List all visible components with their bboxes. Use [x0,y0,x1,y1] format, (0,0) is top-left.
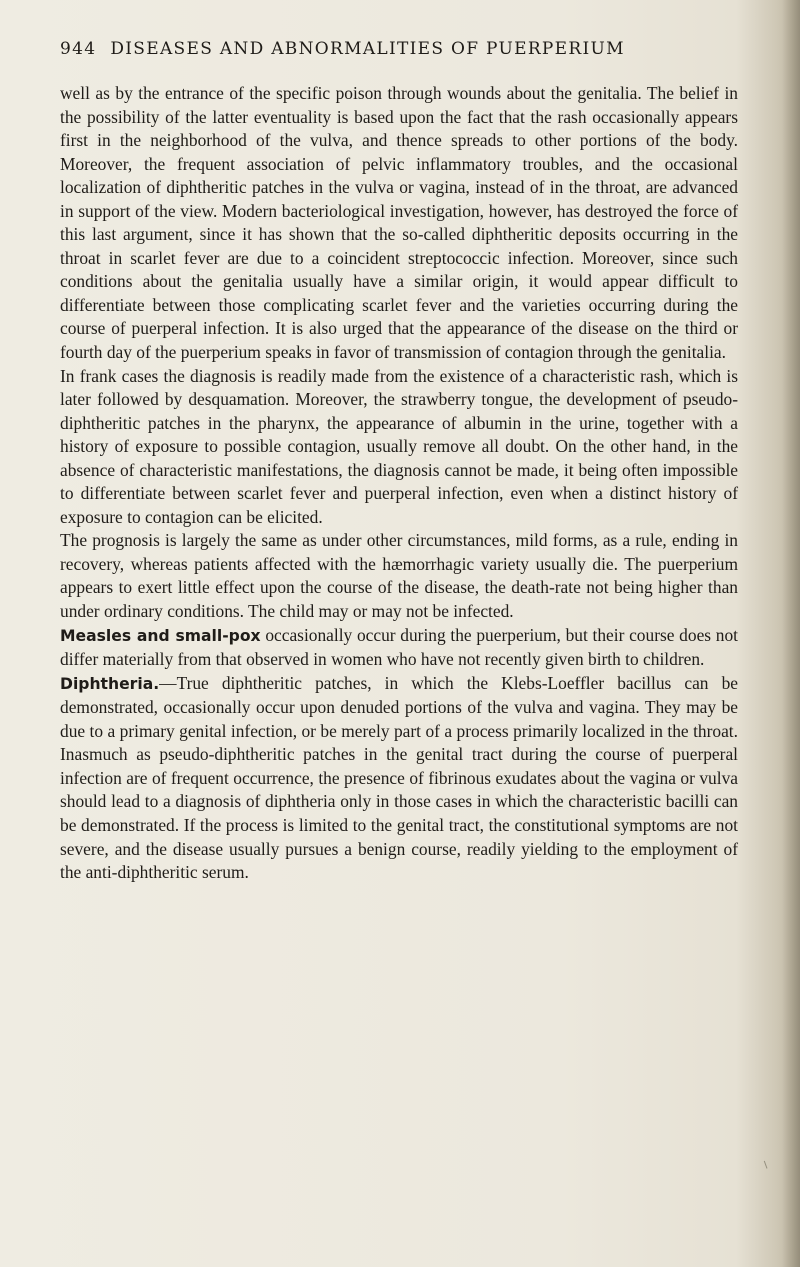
paragraph-measles-smallpox [60,624,738,672]
run-in-heading-measles: Measles and small-pox [60,626,261,645]
page-number: 944 [60,39,97,59]
paragraph-scarlet-fever-diagnosis: In frank cases the diagnosis is readily made from the existence of a characteristic rash, which is later followed by desquamation. Moreover, the strawberry tongue, the development of pseudo-diphtheritic patches in the pharynx, the appearance of albumin in the urine, together with a history of exposure to possible contagion, usually remove all doubt. On the other hand, in the absence of characteristic manifestations, the diagnosis cannot be made, it being often impossible to differentiate between scarlet fever and puerperal infection, even when a distinct history of exposure to contagion can be elicited. [60,365,738,527]
paragraph-scarlet-fever-transmission: well as by the entrance of the specific poison through wounds about the genitalia. The belief in the possibility of the latter eventuality is based upon the fact that the rash occasionally appears first in the neighborhood of the vulva, and thence spreads to other portions of the body. Moreover, the frequent association of pelvic inflammatory troubles, and the occasional localization of diphtheritic patches in the vulva or vagina, instead of in the throat, are advanced in support of the view. Modern bacteriological investigation, however, has destroyed the force of this last argument, since it has shown that the so-called diphtheritic deposits occurring in the throat in scarlet fever are due to a coincident streptococcic infection. Moreover, since such conditions about the genitalia usually have a similar origin, it would appear difficult to differentiate between those complicating scarlet fever and the varieties occurring during the course of puerperal infection. It is also urged that the appearance of the disease on the third or fourth day of the puerperium speaks in favor of transmission of contagion through the genitalia. [60,83,738,363]
paper-speck [764,1159,771,1168]
paragraph-diphtheria [60,672,738,885]
run-in-heading-diphtheria: Diphtheria. [60,674,160,693]
paragraph-measles-text: occasionally occur during the puerperium, but their course does not differ materially from that observed in women who have not recently given birth to children. [60,624,738,670]
running-title: DISEASES AND ABNORMALITIES OF PUERPERIUM [110,39,625,59]
page-edge-shadow [782,0,800,1267]
body-text [60,82,738,885]
paragraph-scarlet-fever-prognosis: The prognosis is largely the same as under other circumstances, mild forms, as a rule, ending in recovery, whereas patients affected with the hæmorrhagic variety usually die. The puerperium appears to exert little effect upon the course of the disease, the death-rate not being higher than under ordinary conditions. The child may or may not be infected. [60,530,738,622]
paragraph-diphtheria-text: —True diphtheritic patches, in which the Klebs-Loeffler bacillus can be demonstrated, occasionally occur upon denuded portions of the vulva and vagina. They may be due to a primary genital infection, or be merely part of a process primarily localized in the throat. Inasmuch as pseudo-diphtheritic patches in the genital tract during the course of puerperal infection are of frequent occurrence, the presence of fibrinous exudates about the vagina or vulva should lead to a diagnosis of diphtheria only in those cases in which the characteristic bacilli can be demonstrated. If the process is limited to the genital tract, the constitutional symptoms are not severe, and the disease usually pursues a benign course, readily yielding to the employment of the anti-diphtheritic serum. [60,672,738,883]
running-header [60,37,760,61]
